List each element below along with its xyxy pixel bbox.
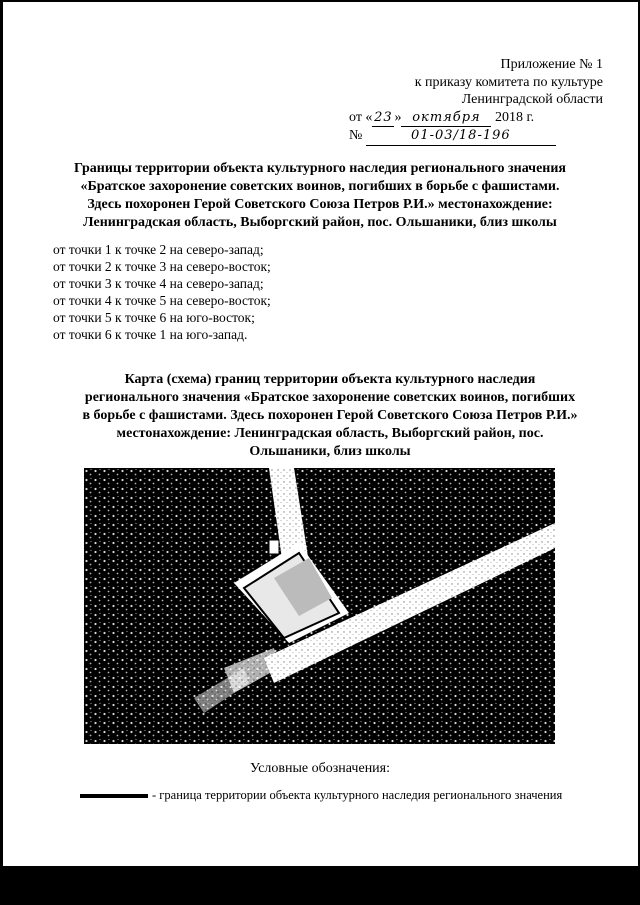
title-line-4: Ленинградская область, Выборгский район, пос. Ольшаники, близ школы [83, 215, 557, 230]
direction-item: от точки 6 к точке 1 на юго-запад. [53, 327, 248, 342]
map-title-line-1: Карта (схема) границ территории объекта культурного наследия [124, 372, 536, 387]
date-prefix: от « [349, 109, 373, 125]
appendix-line-1: Приложение № 1 [500, 57, 603, 72]
date-year: 2018 г. [494, 109, 535, 125]
memorial-marker [269, 540, 279, 554]
direction-item: от точки 4 к точке 5 на северо-восток; [53, 293, 271, 308]
appendix-date [343, 109, 603, 128]
appendix-header [343, 56, 603, 146]
date-mid: » [394, 109, 402, 125]
date-month: октября [401, 109, 491, 128]
document-title [40, 160, 600, 232]
appendix-line-3: Ленинградской области [461, 92, 603, 107]
aerial-map-image [84, 468, 555, 744]
map-title-line-5: Ольшаники, близ школы [249, 444, 411, 459]
direction-item: от точки 5 к точке 6 на юго-восток; [53, 310, 255, 325]
direction-item: от точки 1 к точке 2 на северо-запад; [53, 242, 264, 257]
number-prefix: № [349, 128, 363, 143]
map-title-line-3: в борьбе с фашистами. Здесь похоронен Герой Советского Союза Петров Р.И.» [82, 408, 578, 423]
title-line-2: «Братское захоронение советских воинов, погибших в борьбе с фашистами. [80, 179, 560, 194]
title-line-1: Границы территории объекта культурного наследия регионального значения [73, 161, 566, 176]
direction-item: от точки 3 к точке 4 на северо-запад; [53, 276, 264, 291]
legend-heading: Условные обозначения: [249, 761, 391, 776]
page-border-top [0, 0, 640, 2]
map-title [50, 371, 610, 461]
legend-item-label: - граница территории объекта культурного наследия регионального значения [152, 788, 563, 802]
direction-item: от точки 2 к точке 3 на северо-восток; [53, 259, 271, 274]
date-day: 23 [372, 109, 394, 128]
legend-item [80, 788, 620, 803]
scan-bottom-band [0, 866, 640, 905]
map-title-line-2: регионального значения «Братское захоронение советских воинов, погибших [84, 390, 576, 405]
number-value: 01-03/18-196 [366, 127, 556, 146]
boundary-directions-list [53, 241, 453, 343]
map-title-line-4: местонахождение: Ленинградская область, Выборгский район, пос. [116, 426, 544, 441]
appendix-number [343, 127, 603, 146]
boundary-line-symbol [80, 794, 148, 798]
title-line-3: Здесь похоронен Герой Советского Союза Петров Р.И.» местонахождение: [87, 197, 553, 212]
appendix-line-2: к приказу комитета по культуре [414, 74, 603, 90]
